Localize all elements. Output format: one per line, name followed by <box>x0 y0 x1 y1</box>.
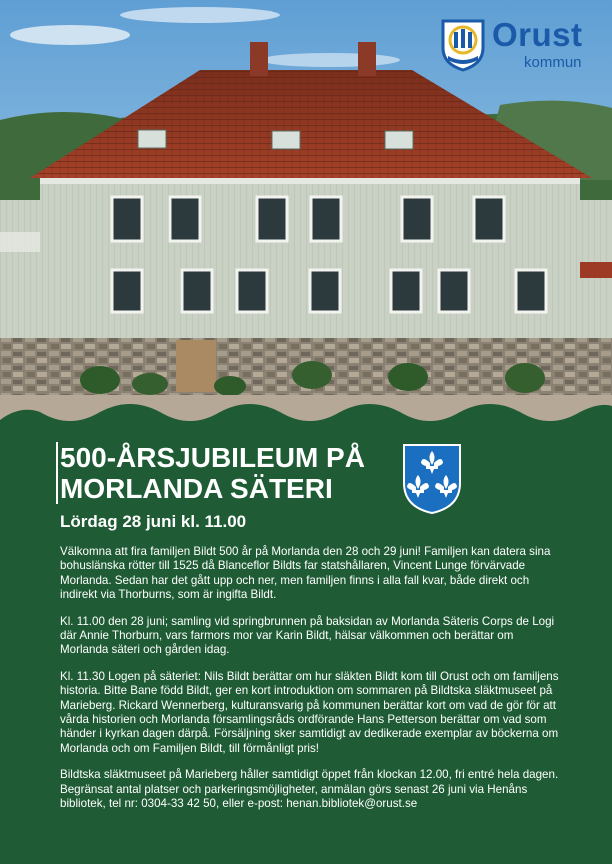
paragraph-1130: Kl. 11.30 Logen på säteriet: Nils Bildt berättar om hur släkten Bildt kom till Orust och om familjens historia. Bitte Bane född Bildt, ger en kort introduktion om sommaren på Bildtska släktmuseet på Marieberg. Rickard Wennerberg, kulturansvarig på kommunen berättar kort om vad de gör för att vårda historien och Morlanda församlingsråds ordförande Hans Petterson berättar om vad som händer i kyrkan dagen därpå. Försäljning sker samtidigt av dedikerade exemplar av böckerna om Morlanda och om Familjen Bildt, till förmånligt pris! <box>60 669 559 755</box>
brand-sub: kommun <box>524 54 582 71</box>
orust-shield-icon <box>440 18 486 72</box>
brand-name: Orust <box>492 16 583 53</box>
paragraph-museum: Bildtska släktmuseet på Marieberg håller samtidigt öppet från klockan 12.00, fri entré hela dagen. Begränsat antal platser och parkeringsmöjligheter, anmälan görs senast 26 juni via Henåns bibliotek, tel nr: 0304-33 42 50, eller e-post: henan.bibliotek@orust.se <box>60 768 559 811</box>
event-title: 500-ÅRSJUBILEUM PÅ MORLANDA SÄTERI <box>56 442 400 504</box>
event-date: Lördag 28 juni kl. 11.00 <box>60 512 247 531</box>
event-description <box>60 545 560 824</box>
fleur-de-lis-coat-of-arms-icon <box>402 443 462 515</box>
paragraph-intro: Välkomna att fira familjen Bildt 500 år på Morlanda den 28 och 29 juni! Familjen kan datera sina bohuslänska rötter till 1525 då Blanceflor Bildts far statshållaren, Vincent Lunge förvärvade Morlanda. Sedan har det gått upp och ner, men familjen finns i alla fall kvar, både direkt och indirekt via Thorburns, som är ingifta Bildt. <box>60 545 551 602</box>
orust-kommun-logo <box>440 18 605 72</box>
paragraph-1100: Kl. 11.00 den 28 juni; samling vid springbrunnen på baksidan av Morlanda Säteris Corps de Logi där Annie Thorburn, vars farmors mor var Karin Bildt, hälsar välkommen och berättar om Morlanda säteri och gården idag. <box>60 614 555 657</box>
